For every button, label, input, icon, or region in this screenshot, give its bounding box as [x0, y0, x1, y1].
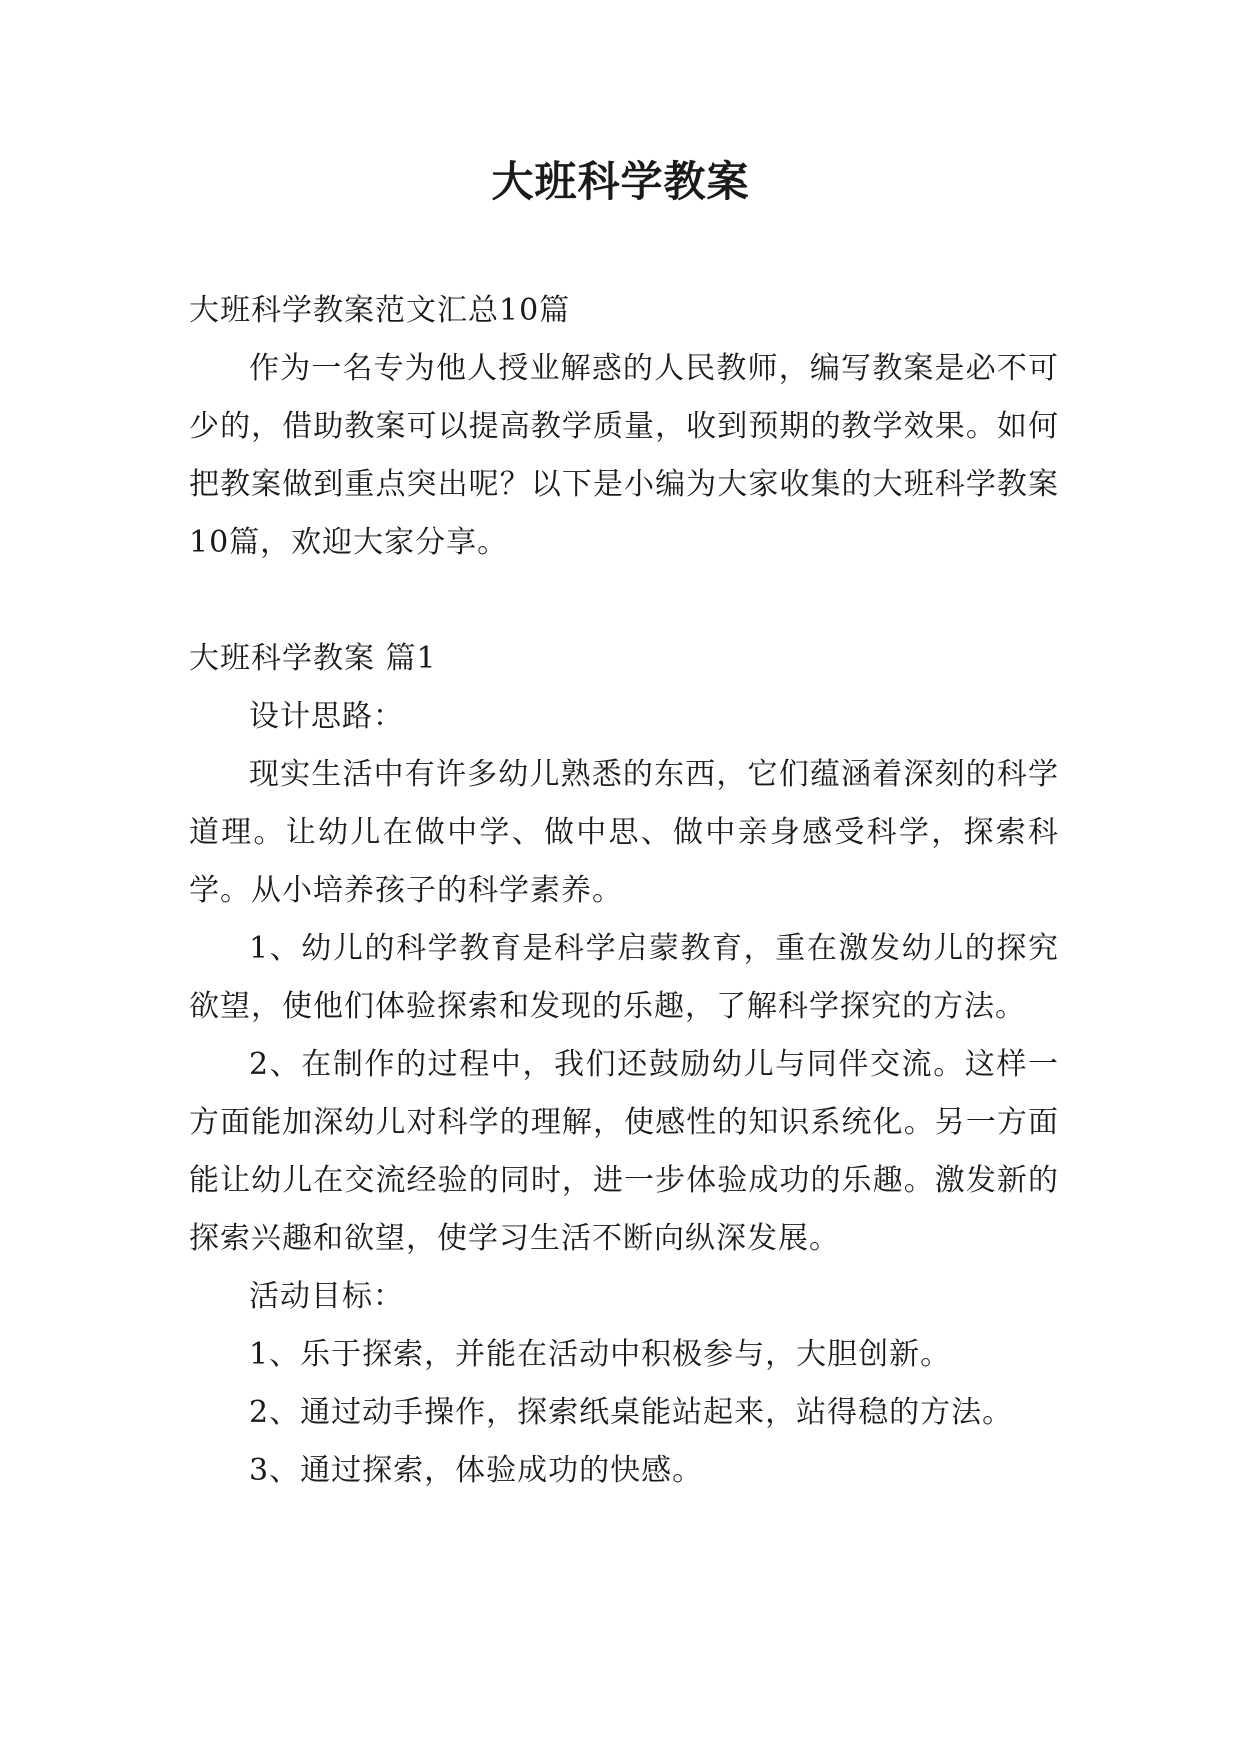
goals-heading: 活动目标： [249, 1279, 404, 1314]
design-paragraph: 2、在制作的过程中，我们还鼓励幼儿与同伴交流。这样一方面能加深幼儿对科学的理解，使感性的知识系统化。另一方面能让幼儿在交流经验的同时，进一步体验成功的乐趣。激发新的探索兴趣和欲望，使学习生活不断向纵深发展。 [189, 1047, 1059, 1256]
design-paragraph: 1、幼儿的科学教育是科学启蒙教育，重在激发幼儿的探究欲望，使他们体验探索和发现的乐趣，了解科学探究的方法。 [189, 931, 1059, 1024]
design-paragraph: 现实生活中有许多幼儿熟悉的东西，它们蕴涵着深刻的科学道理。让幼儿在做中学、做中思、做中亲身感受科学，探索科学。从小培养孩子的科学素养。 [189, 757, 1059, 908]
design-heading: 设计思路： [249, 699, 404, 734]
section-spacer [189, 572, 1059, 630]
document-title: 大班科学教案 [491, 157, 750, 206]
document-subtitle: 大班科学教案范文汇总10篇 [189, 293, 571, 328]
intro-paragraph: 作为一名专为他人授业解惑的人民教师，编写教案是必不可少的，借助教案可以提高教学质量，收到预期的教学效果。如何把教案做到重点突出呢？以下是小编为大家收集的大班科学教案10篇，欢迎大家分享。 [189, 351, 1059, 560]
section-heading: 大班科学教案 篇1 [189, 641, 437, 676]
goal-item: 1、乐于探索，并能在活动中积极参与，大胆创新。 [249, 1337, 952, 1372]
document-body [189, 282, 1059, 1500]
goal-item: 3、通过探索，体验成功的快感。 [249, 1453, 704, 1488]
goal-item: 2、通过动手操作，探索纸桌能站起来，站得稳的方法。 [249, 1395, 1014, 1430]
